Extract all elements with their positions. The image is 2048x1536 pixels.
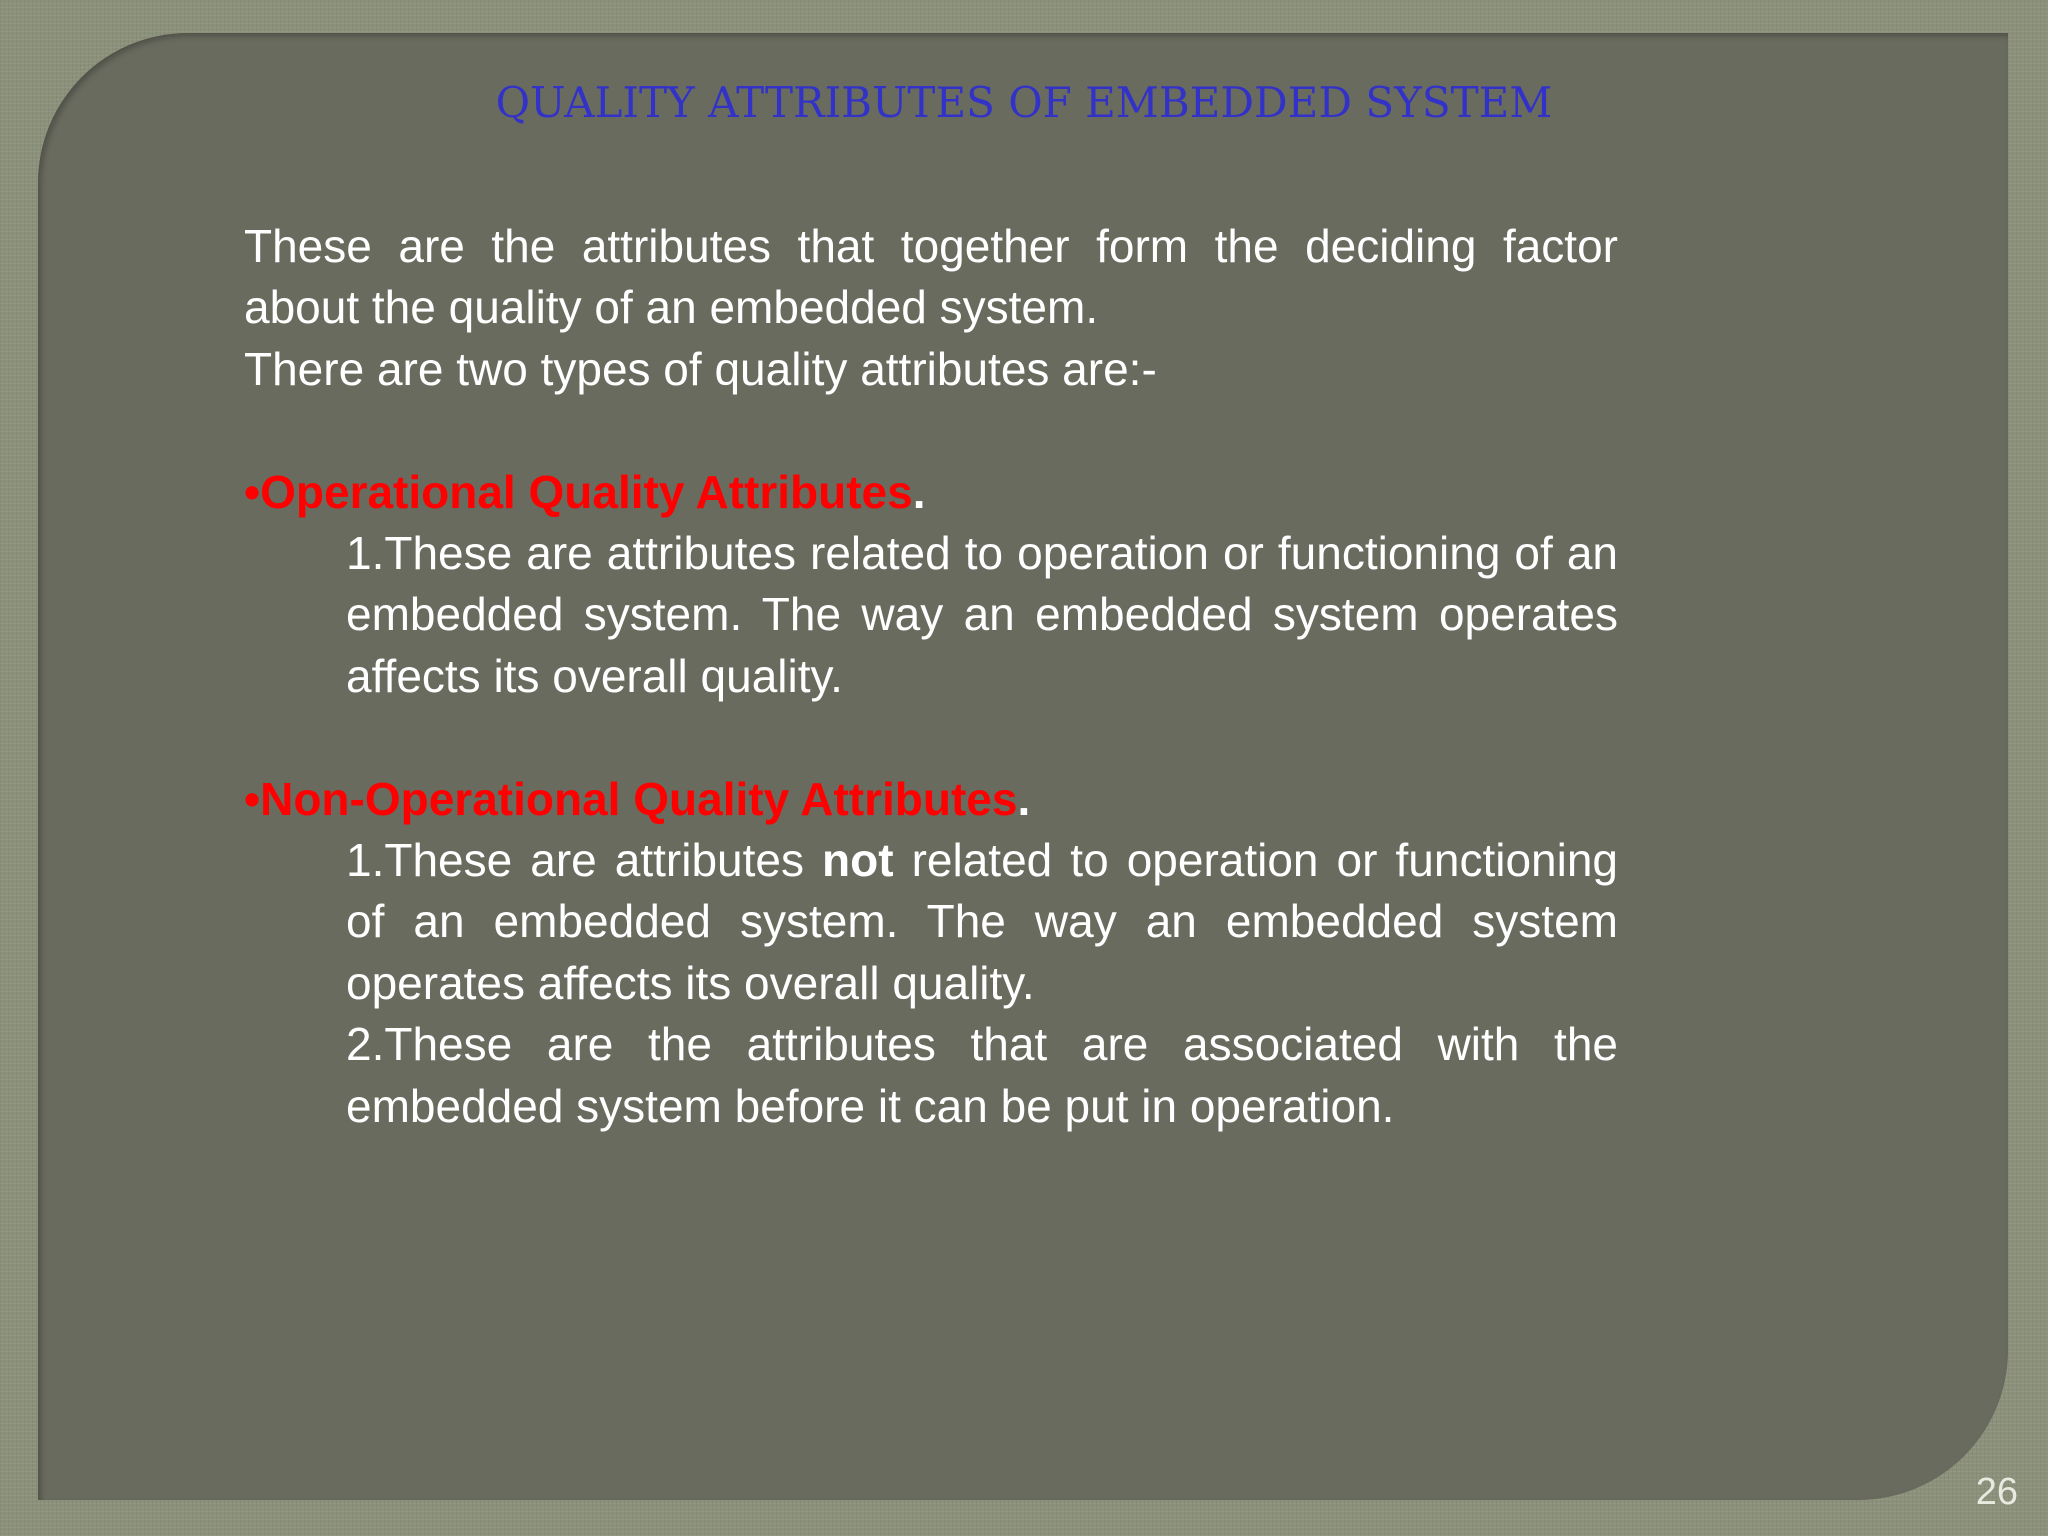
operational-item-1: 1.These are attributes related to operation or functioning of an embedded system. The way an embedded system operates affects its overall quality. [346, 527, 1618, 702]
slide-body [244, 216, 1618, 1137]
intro-types-line: There are two types of quality attributes are:- [244, 342, 1157, 395]
non-operational-heading-period: . [1017, 772, 1031, 825]
operational-heading-text: •Operational Quality Attributes [244, 465, 913, 518]
page-number: 26 [1975, 1471, 2018, 1513]
spacer [244, 707, 1618, 768]
item-emphasis-not: not [822, 834, 894, 887]
non-operational-heading-text: •Non-Operational Quality Attributes [244, 772, 1018, 825]
slide-title: QUALITY ATTRIBUTES OF EMBEDDED SYSTEM [495, 78, 1553, 127]
operational-heading-period: . [912, 465, 926, 518]
intro-paragraph: These are the attributes that together form the deciding factor about the quality of an embedded system. [244, 220, 1618, 334]
operational-heading [244, 462, 1618, 523]
spacer [244, 400, 1618, 461]
non-operational-item-2: 2.These are the attributes that are associated with the embedded system before it can be put in operation. [346, 1018, 1618, 1132]
item-text-after: related to operation or functioning of an embedded system. The way an embedded system operates affects its overall quality. [346, 834, 1619, 1009]
non-operational-item-1 [346, 830, 1618, 1014]
item-text-before: 1.These are attributes [346, 834, 823, 887]
non-operational-heading [244, 769, 1618, 830]
